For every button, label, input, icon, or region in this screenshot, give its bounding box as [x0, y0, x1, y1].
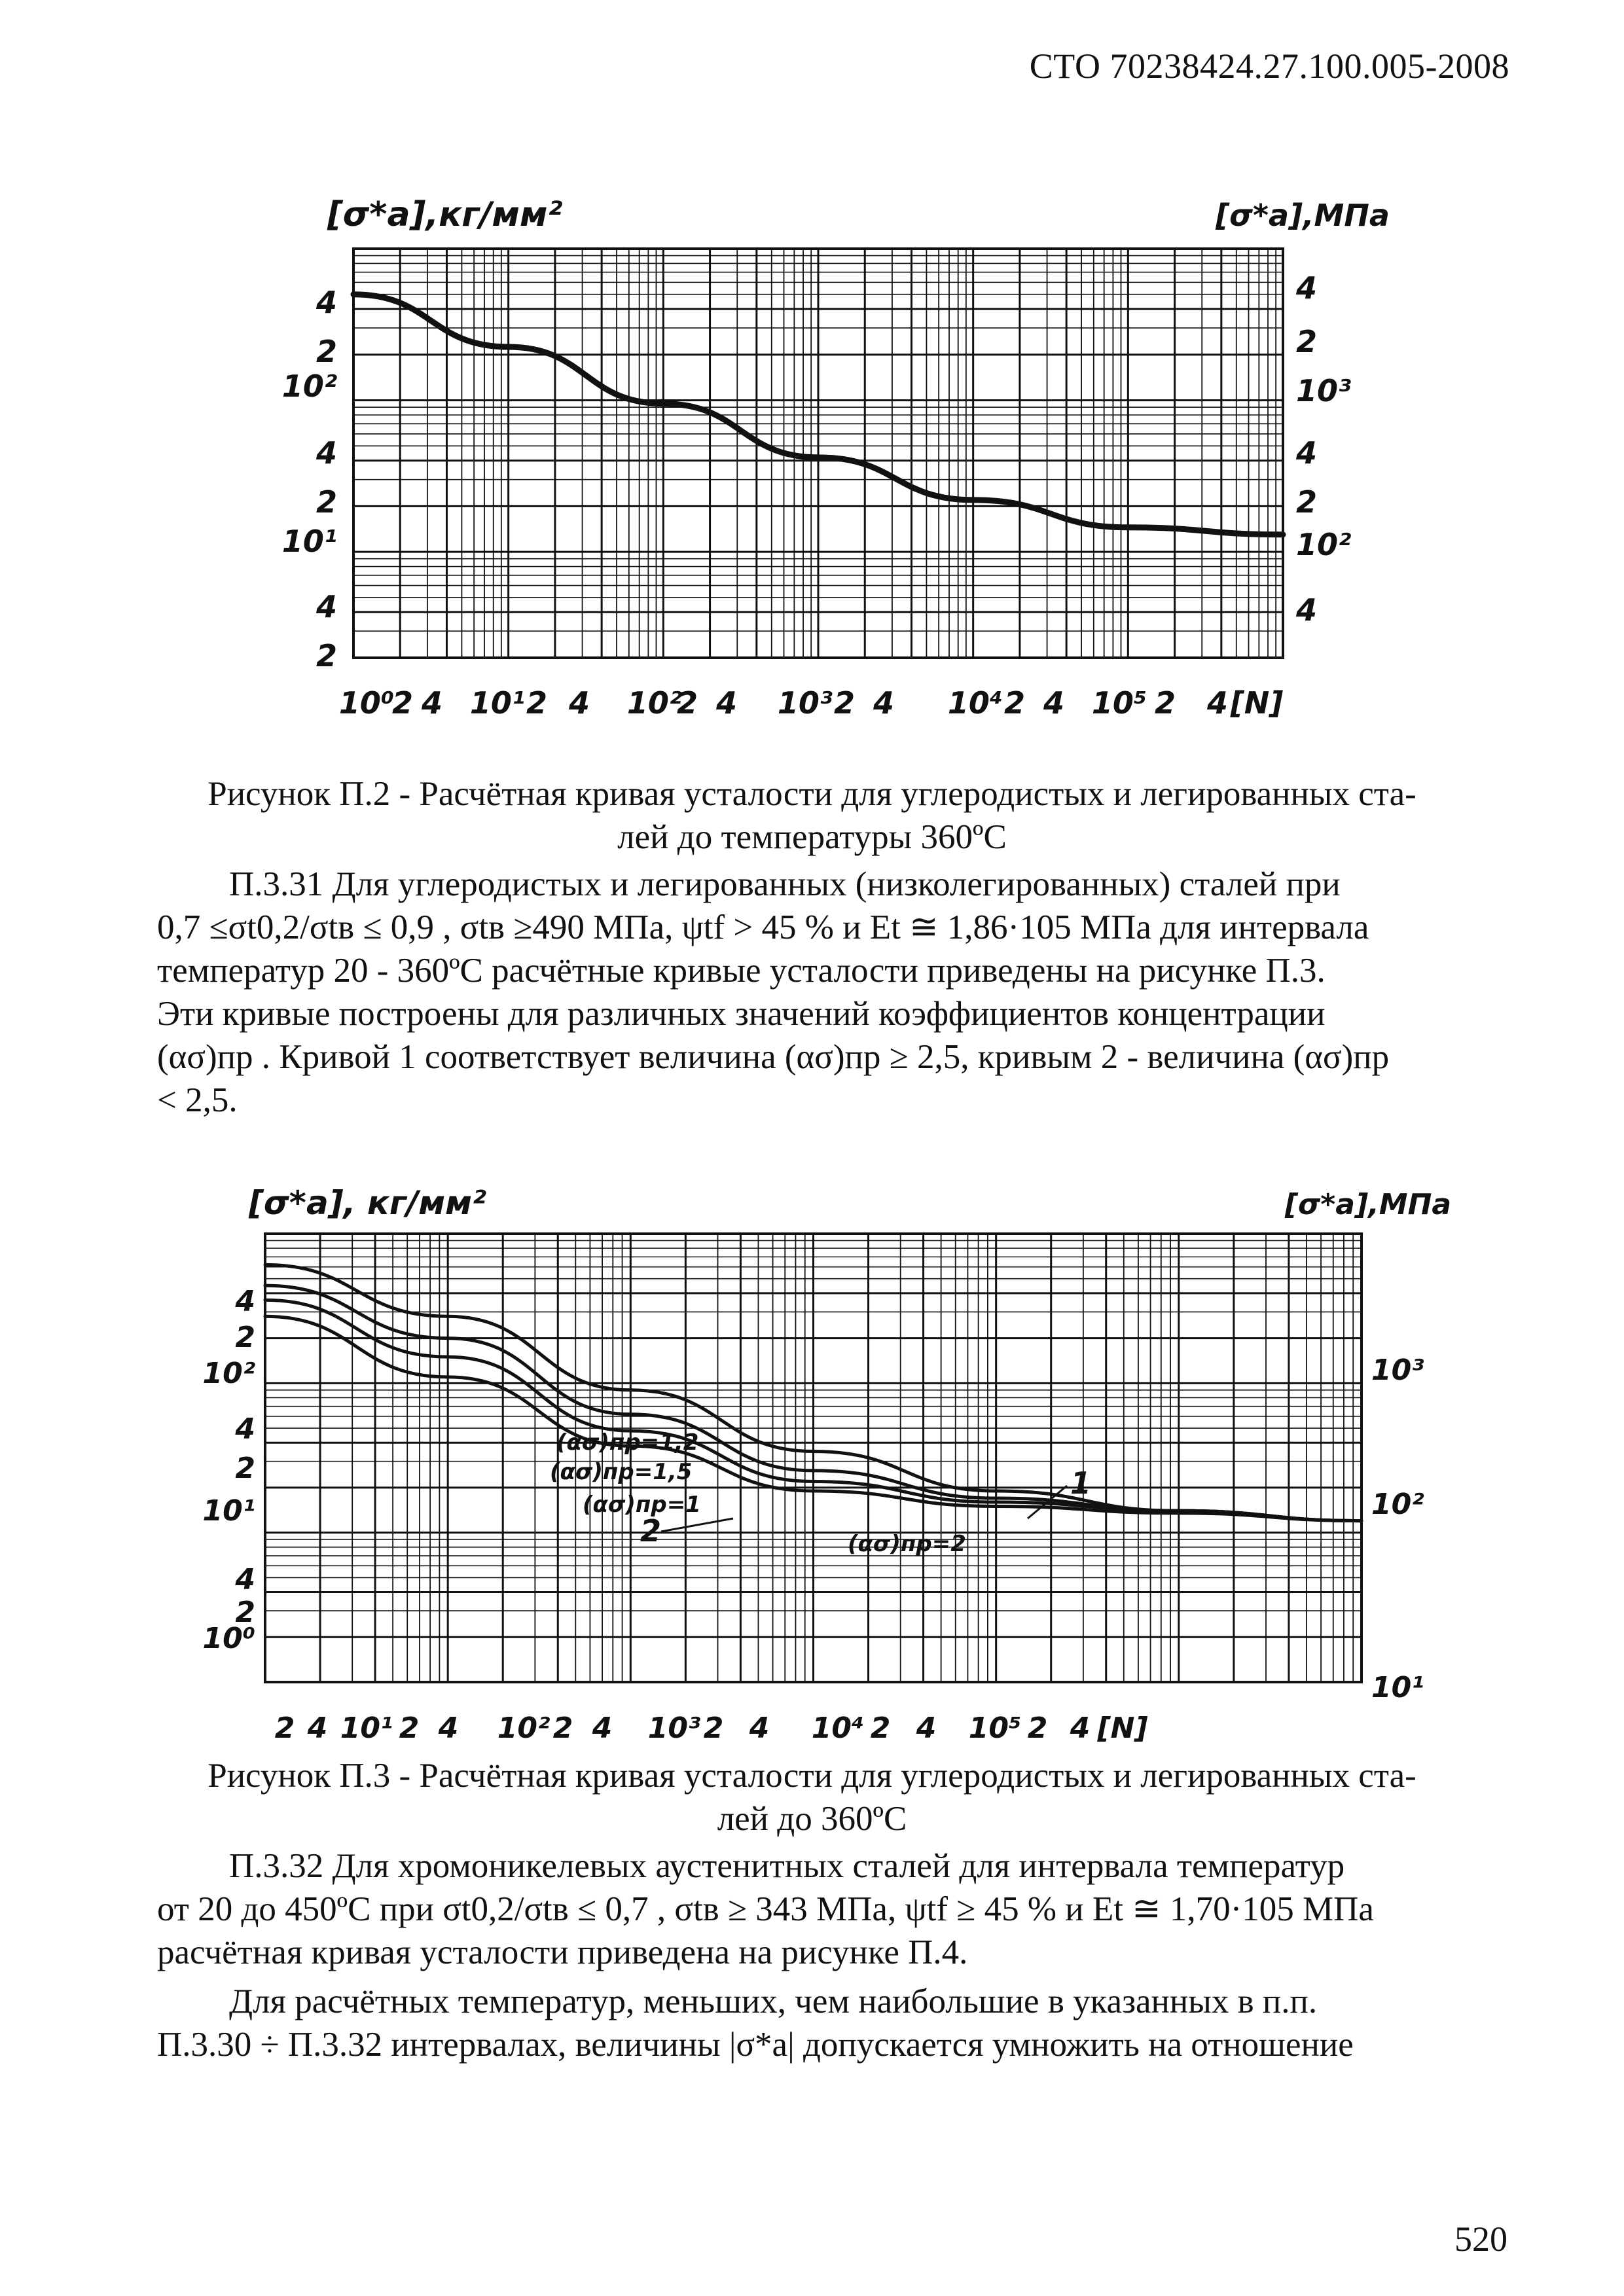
para-line: от 20 до 450ºС при σt0,2/σtв ≤ 0,7 , σtв ≥ 343 МПа, ψtf ≥ 45 % и Et ≅ 1,70·105 МПа: [157, 1890, 1374, 1928]
y-tick-label-left: 2: [316, 638, 337, 673]
x-tick-label: 4: [873, 685, 895, 721]
y-tick-label-right: 2: [1296, 484, 1318, 520]
x-tick-label: [N]: [1097, 1712, 1148, 1745]
caption-line: Рисунок П.2 - Расчётная кривая усталости для углеродистых и легированных ста-: [208, 775, 1416, 813]
figure-p3-caption: [157, 1754, 1467, 1840]
para-line: < 2,5.: [157, 1081, 238, 1119]
x-tick-label: 4: [749, 1712, 770, 1745]
para-line: расчётная кривая усталости приведена на рисунке П.4.: [157, 1933, 968, 1971]
x-tick-label: 4: [715, 685, 738, 721]
y-tick-label-right: 10²: [1371, 1488, 1424, 1521]
x-tick-label: 2: [399, 1712, 420, 1745]
para-line: Эти кривые построены для различных значений коэффициентов концентрации: [157, 995, 1326, 1033]
x-tick-label: 2: [1154, 685, 1176, 721]
x-tick-label: 2: [1027, 1712, 1048, 1745]
y-tick-label-left: 10²: [281, 368, 337, 404]
y-tick-label-left: 4: [235, 1285, 255, 1318]
para-line: П.3.30 ÷ П.3.32 интервалах, величины |σ*a| допускается умножить на отношение: [157, 2026, 1354, 2064]
y-tick-label-left: 2: [235, 1596, 255, 1629]
x-tick-label: 10⁵: [1091, 685, 1147, 721]
document-code: СТО 70238424.27.100.005-2008: [1029, 46, 1509, 86]
figure-p2: [262, 177, 1414, 746]
x-tick-label: 2: [526, 685, 548, 721]
x-tick-label: 10²: [626, 685, 683, 721]
curve-label: (ασ)пр=1,2: [556, 1429, 699, 1456]
x-tick-label: 10⁴: [947, 685, 1003, 721]
left-axis-title: [σ*a], кг/мм²: [249, 1184, 486, 1222]
y-tick-label-left: 2: [235, 1321, 255, 1354]
curve-label: (ασ)пр=2: [848, 1531, 966, 1557]
y-tick-label-left: 4: [316, 285, 337, 320]
y-tick-label-right: 4: [1296, 435, 1318, 471]
figure-p2-chart: [262, 177, 1414, 746]
para-line: П.3.32 Для хромоникелевых аустенитных сталей для интервала температур: [229, 1847, 1345, 1885]
y-tick-label-right: 10³: [1296, 373, 1352, 408]
x-tick-label: 10¹: [340, 1712, 393, 1745]
x-tick-label: 4: [592, 1712, 613, 1745]
x-tick-label: 10²: [497, 1712, 550, 1745]
y-tick-label-right: 4: [1296, 592, 1318, 628]
y-tick-label-right: 10³: [1371, 1354, 1424, 1387]
figure-p3: [202, 1178, 1452, 1761]
x-tick-label: 10⁴: [811, 1712, 865, 1745]
y-tick-label-left: 4: [235, 1412, 255, 1446]
figure-p3-chart: [202, 1178, 1452, 1761]
x-tick-label: 10³: [647, 1712, 701, 1745]
x-tick-label: 2: [703, 1712, 724, 1745]
y-tick-label-left: 4: [235, 1563, 255, 1596]
x-tick-label: 10⁰: [338, 685, 395, 721]
y-tick-label-left: 2: [316, 334, 337, 369]
curve-label: (ασ)пр=1: [583, 1492, 701, 1518]
paragraph-p331: [157, 863, 1467, 1122]
y-tick-label-left: 2: [316, 484, 337, 520]
y-tick-label-left: 4: [316, 435, 337, 471]
x-tick-label: 10¹: [469, 685, 526, 721]
y-tick-label-right: 4: [1296, 270, 1318, 306]
paragraph-final: [157, 1980, 1467, 2066]
caption-line: Рисунок П.3 - Расчётная кривая усталости для углеродистых и легированных ста-: [208, 1757, 1416, 1795]
x-tick-label: [N]: [1230, 685, 1284, 721]
x-tick-label: 10⁵: [968, 1712, 1022, 1745]
y-tick-label-left: 4: [316, 589, 337, 624]
x-tick-label: 4: [1206, 685, 1229, 721]
right-axis-title: [σ*a],МПа: [1216, 198, 1390, 233]
page-number: 520: [1454, 2219, 1507, 2259]
x-tick-label: 2: [676, 685, 698, 721]
leader-line: [661, 1518, 733, 1532]
y-tick-label-right: 10²: [1296, 527, 1352, 562]
x-tick-label: 10³: [777, 685, 833, 721]
x-tick-label: 2: [391, 685, 414, 721]
y-tick-label-left: 2: [235, 1452, 255, 1485]
curve-label: (ασ)пр=1,5: [550, 1459, 693, 1485]
left-axis-title: [σ*a],кг/мм²: [327, 195, 563, 234]
curve-label: 1: [1070, 1465, 1092, 1501]
y-tick-label-left: 10²: [202, 1357, 255, 1390]
x-tick-label: 4: [916, 1712, 937, 1745]
para-line: П.3.31 Для углеродистых и легированных (низколегированных) сталей при: [229, 865, 1341, 903]
x-tick-label: 2: [870, 1712, 891, 1745]
y-tick-label-right: 2: [1296, 324, 1318, 359]
x-tick-label: 2: [552, 1712, 573, 1745]
y-tick-label-left: 10⁰: [202, 1622, 255, 1655]
x-tick-label: 4: [1043, 685, 1065, 721]
x-tick-label: 4: [1070, 1712, 1091, 1745]
para-line: 0,7 ≤σt0,2/σtв ≤ 0,9 , σtв ≥490 МПа, ψtf > 45 % и Et ≅ 1,86·105 МПа для интервала: [157, 908, 1369, 946]
x-tick-label: 2: [833, 685, 856, 721]
x-tick-label: 2: [274, 1712, 295, 1745]
y-tick-label-right: 10¹: [1371, 1671, 1424, 1704]
para-line: (ασ)пр . Кривой 1 соответствует величина (ασ)пр ≥ 2,5, кривым 2 - величина (ασ)пр: [157, 1038, 1390, 1076]
y-tick-label-left: 10¹: [281, 524, 337, 559]
para-line: температур 20 - 360ºС расчётные кривые усталости приведены на рисунке П.3.: [157, 952, 1326, 990]
curve-label: 2: [640, 1513, 662, 1549]
para-line: Для расчётных температур, меньших, чем наибольшие в указанных в п.п.: [229, 1982, 1318, 2020]
x-tick-label: 4: [307, 1712, 328, 1745]
figure-p2-caption: [157, 772, 1467, 859]
x-tick-label: 2: [1003, 685, 1026, 721]
paragraph-p332: [157, 1844, 1467, 1974]
x-tick-label: 4: [438, 1712, 459, 1745]
right-axis-title: [σ*a],МПа: [1284, 1188, 1452, 1221]
caption-line: лей до температуры 360ºС: [617, 818, 1007, 856]
x-tick-label: 4: [568, 685, 590, 721]
x-tick-label: 4: [421, 685, 443, 721]
caption-line: лей до 360ºС: [717, 1800, 907, 1838]
y-tick-label-left: 10¹: [202, 1494, 255, 1528]
